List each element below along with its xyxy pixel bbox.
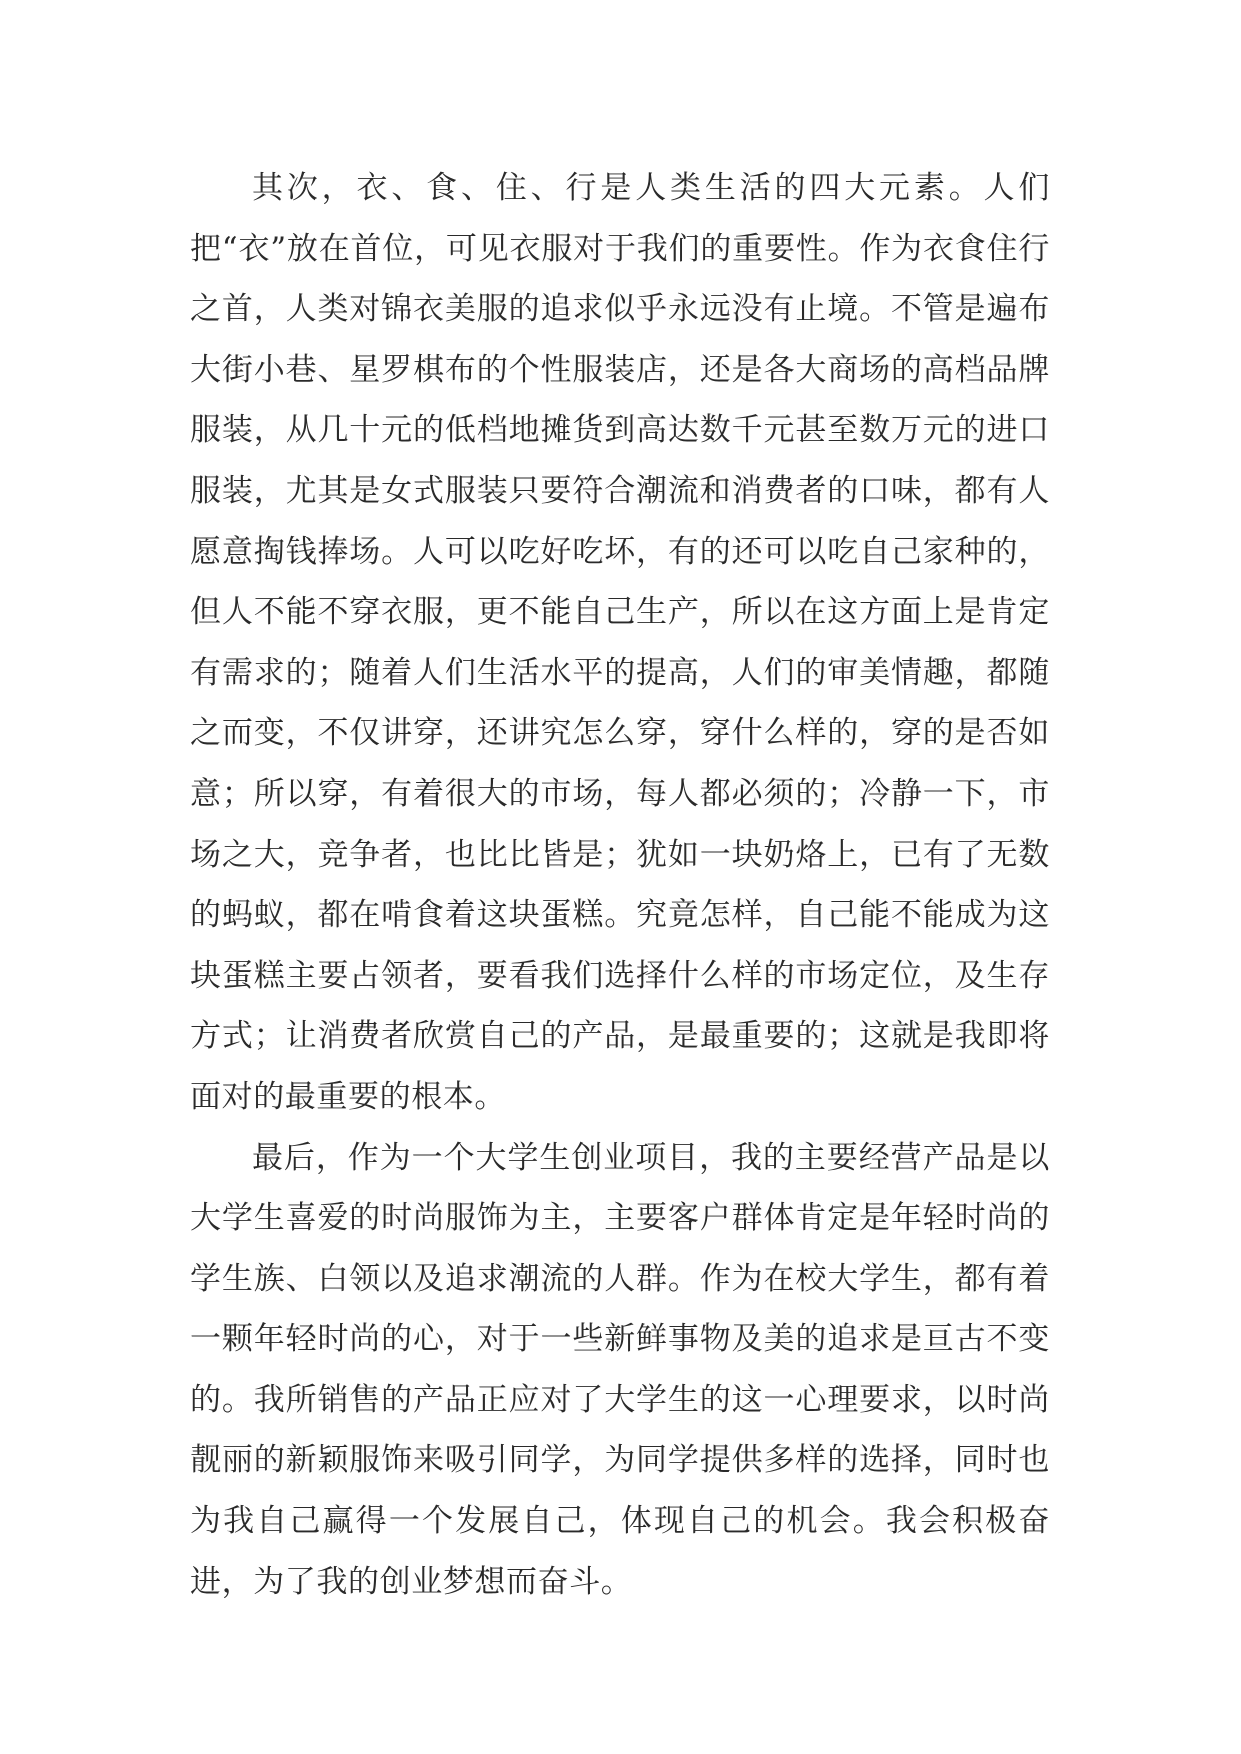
paragraph-1: 其次，衣、食、住、行是人类生活的四大元素。人们把“衣”放在首位，可见衣服对于我们的重要性。作为衣食住行之首，人类对锦衣美服的追求似乎永远没有止境。不管是遍布大街小巷、星罗棋布的个性服装店，还是各大商场的高档品牌服装，从几十元的低档地摊货到高达数千元甚至数万元的进口服装，尤其是女式服装只要符合潮流和消费者的口味，都有人愿意掏钱捧场。人可以吃好吃坏，有的还可以吃自己家种的，但人不能不穿衣服，更不能自己生产，所以在这方面上是肯定有需求的；随着人们生活水平的提高，人们的审美情趣，都随之而变，不仅讲穿，还讲究怎么穿，穿什么样的，穿的是否如意；所以穿，有着很大的市场，每人都必须的；冷静一下，市场之大，竞争者，也比比皆是；犹如一块奶烙上，已有了无数的蚂蚁，都在啃食着这块蛋糕。究竟怎样，自己能不能成为这块蛋糕主要占领者，要看我们选择什么样的市场定位，及生存方式；让消费者欣赏自己的产品，是最重要的；这就是我即将面对的最重要的根本。	[190, 170, 1050, 1115]
document-body	[190, 158, 1050, 1612]
paragraph-2: 最后，作为一个大学生创业项目，我的主要经营产品是以大学生喜爱的时尚服饰为主，主要客户群体肯定是年轻时尚的学生族、白领以及追求潮流的人群。作为在校大学生，都有着一颗年轻时尚的心，对于一些新鲜事物及美的追求是亘古不变的。我所销售的产品正应对了大学生的这一心理要求，以时尚靓丽的新颖服饰来吸引同学，为同学提供多样的选择，同时也为我自己赢得一个发展自己，体现自己的机会。我会积极奋进，为了我的创业梦想而奋斗。	[190, 1139, 1050, 1600]
